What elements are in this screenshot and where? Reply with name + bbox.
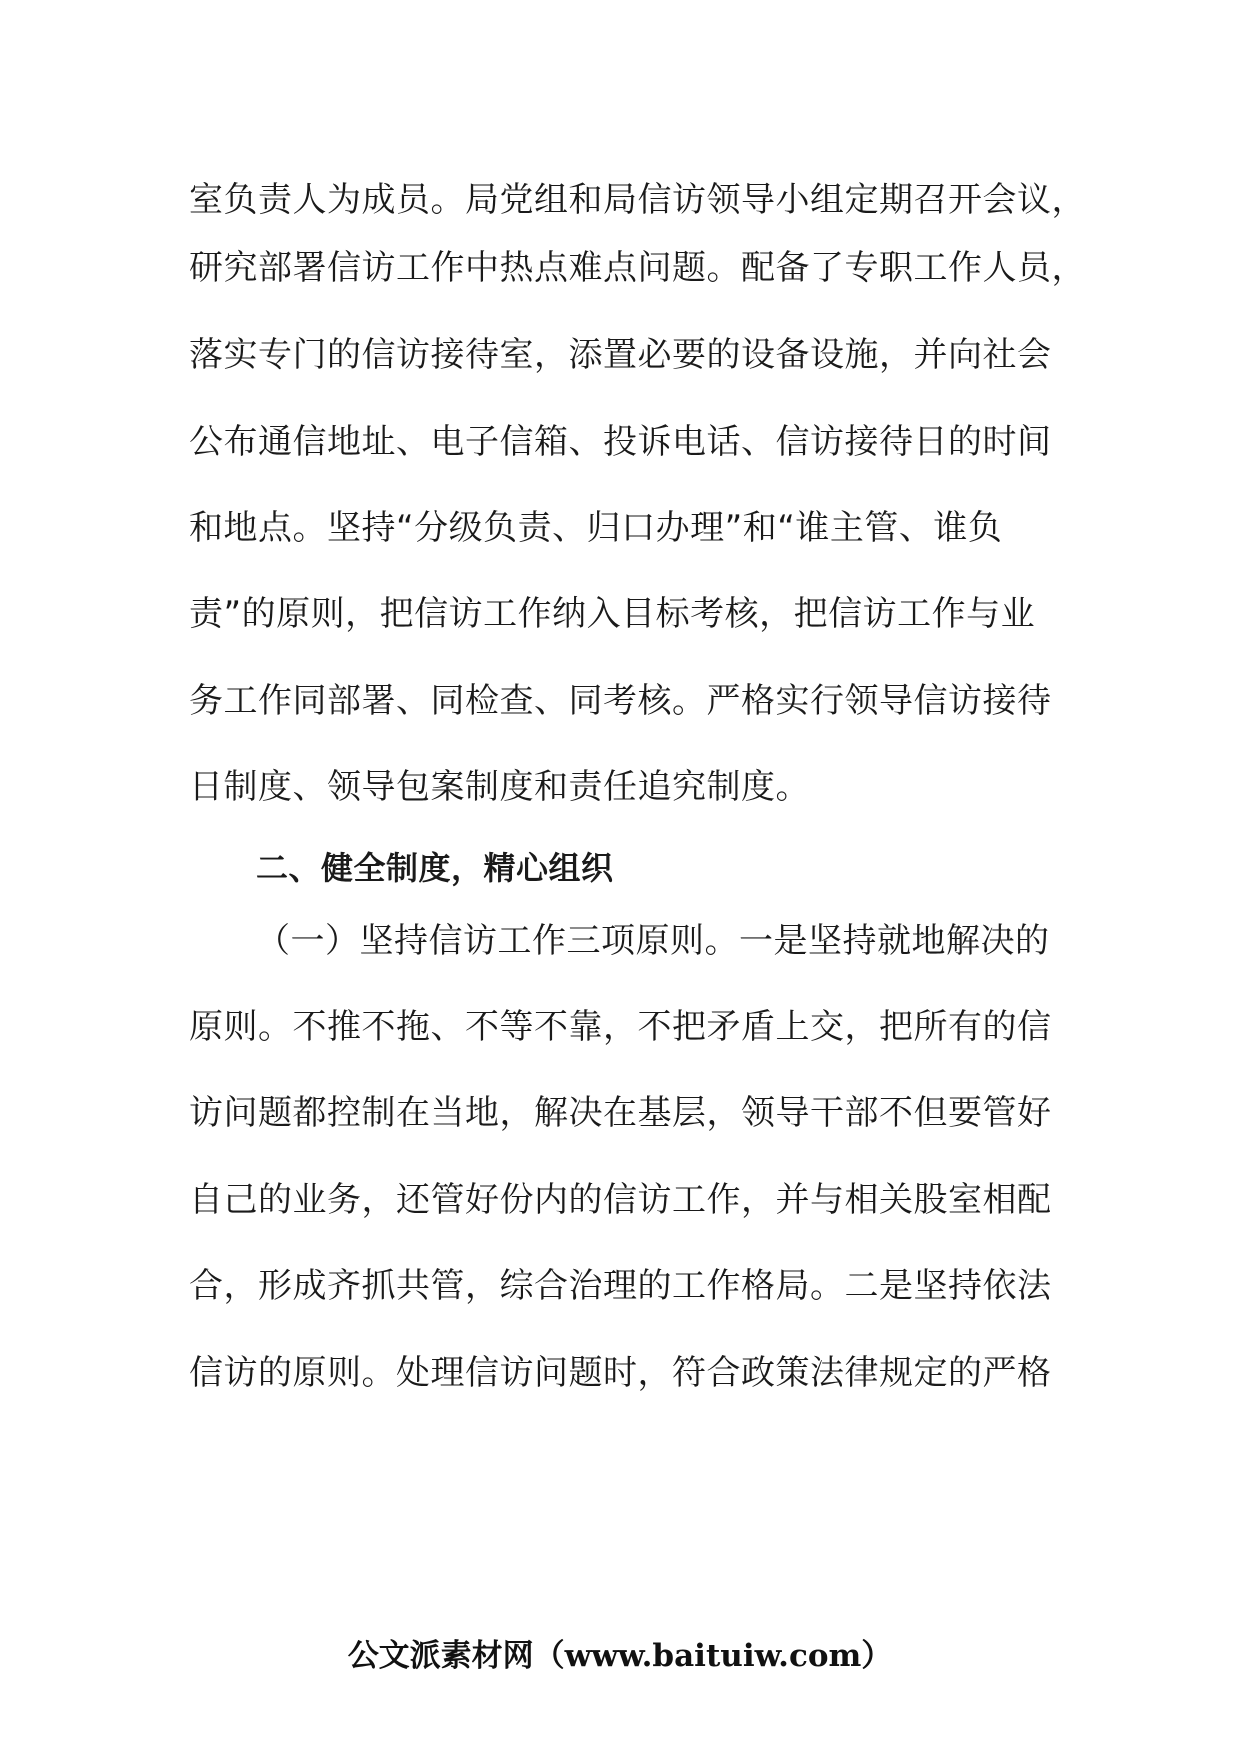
section-heading: 二、健全制度，精心组织 [256, 849, 614, 887]
paragraph-line: 研究部署信访工作中热点难点问题。配备了专职工作人员， [189, 248, 1086, 288]
paragraph-line: 室负责人为成员。局党组和局信访领导小组定期召开会议， [189, 180, 1086, 220]
paragraph-line: 落实专门的信访接待室，添置必要的设备设施，并向社会 [189, 335, 1052, 375]
subsection-first-line: （一）坚持信访工作三项原则。一是坚持就地解决的 [256, 921, 1050, 961]
paragraph-line: 公布通信地址、电子信箱、投诉电话、信访接待日的时间 [189, 422, 1052, 462]
paragraph-line: 信访的原则。处理信访问题时，符合政策法律规定的严格 [189, 1353, 1052, 1393]
paragraph-line: 务工作同部署、同检查、同考核。严格实行领导信访接待 [189, 681, 1052, 721]
paragraph-line: 原则。不推不拖、不等不靠，不把矛盾上交，把所有的信 [189, 1007, 1052, 1047]
paragraph-line: 责”的原则，把信访工作纳入目标考核，把信访工作与业 [189, 594, 1036, 634]
paragraph-line: 自己的业务，还管好份内的信访工作，并与相关股室相配 [189, 1180, 1052, 1220]
footer-watermark: 公文派素材网（www.baituiw.com） [347, 1638, 893, 1674]
paragraph-line: 合，形成齐抓共管，综合治理的工作格局。二是坚持依法 [189, 1266, 1052, 1306]
paragraph-line: 访问题都控制在当地，解决在基层，领导干部不但要管好 [189, 1093, 1052, 1133]
paragraph-line: 和地点。坚持“分级负责、归口办理”和“谁主管、谁负 [189, 508, 1003, 548]
paragraph-line: 日制度、领导包案制度和责任追究制度。 [189, 767, 810, 807]
